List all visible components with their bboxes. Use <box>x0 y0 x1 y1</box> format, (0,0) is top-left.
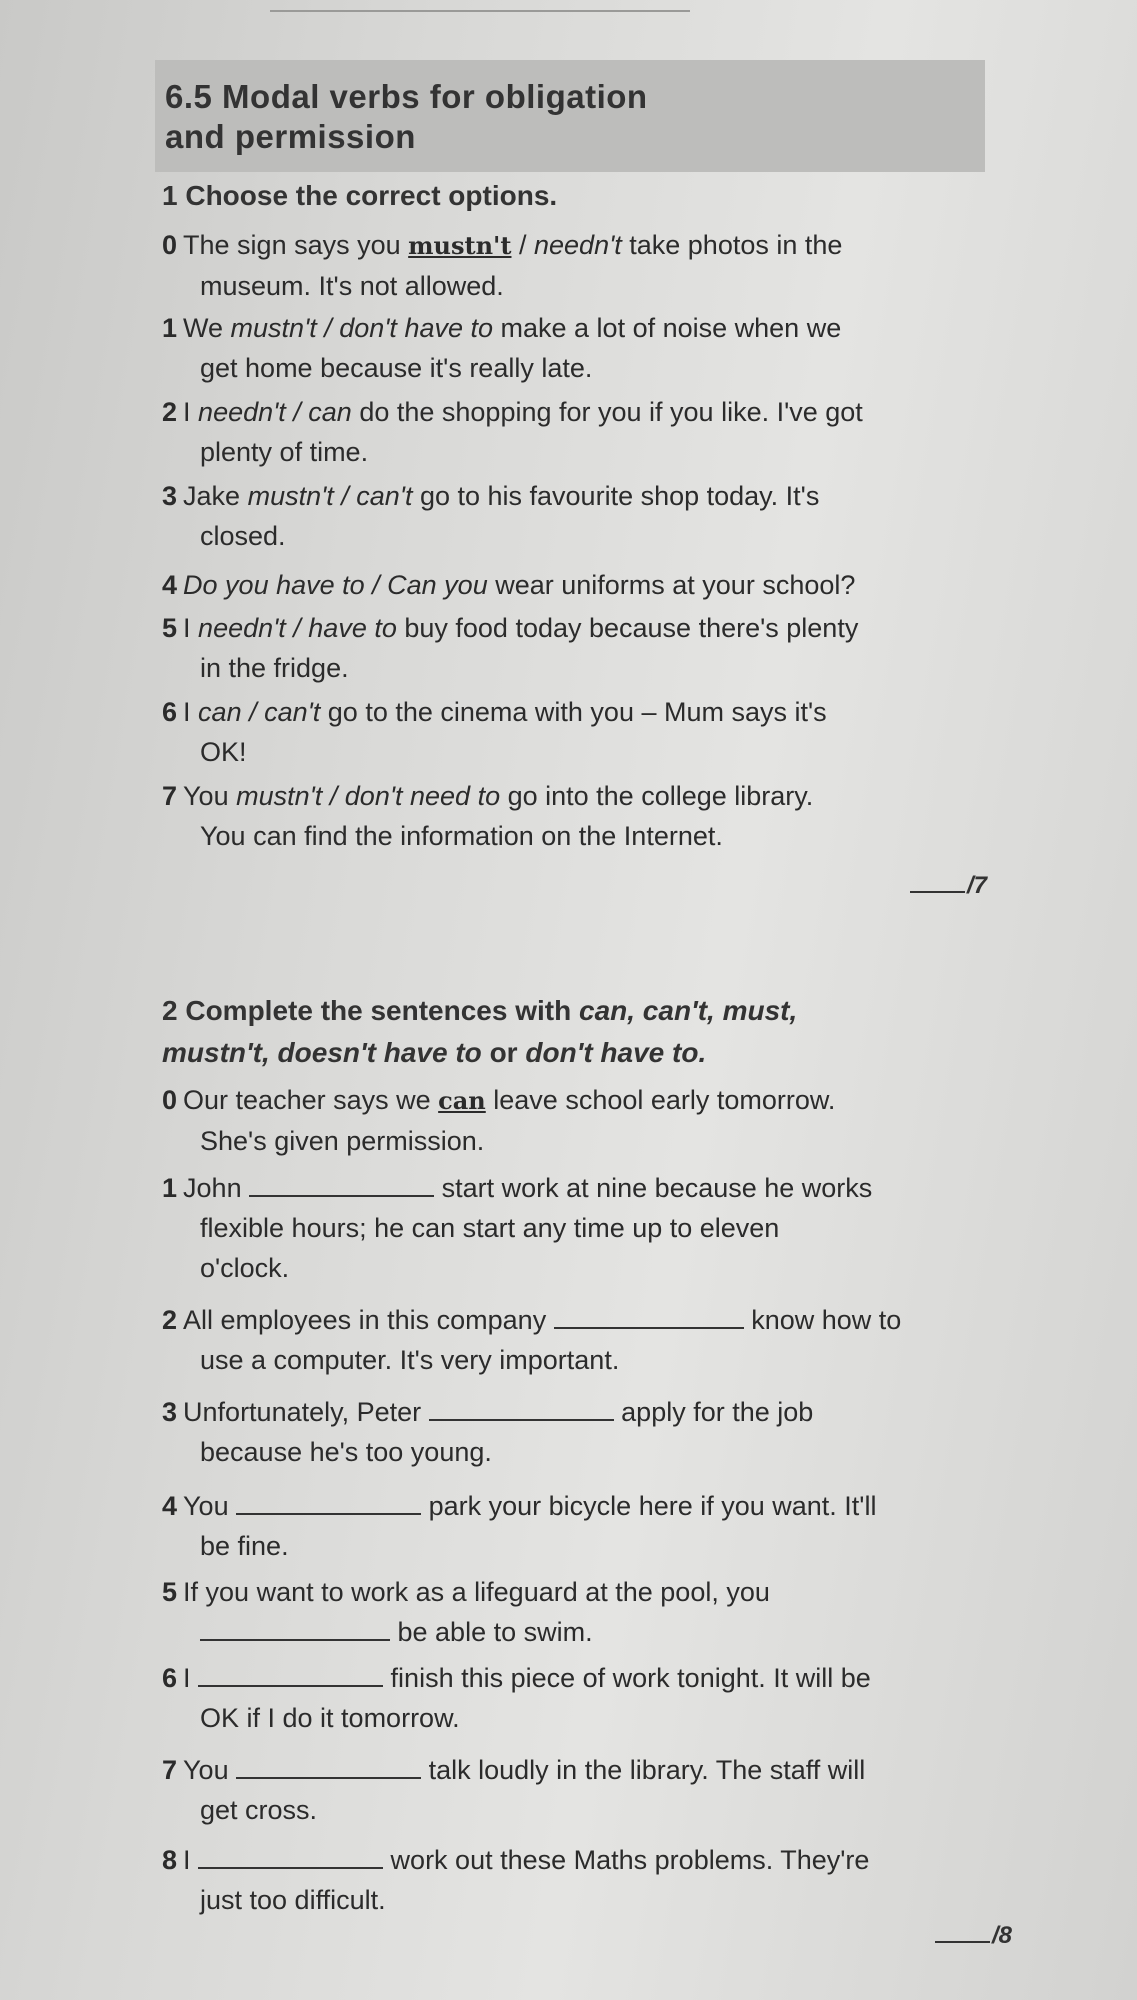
ex1-item-4: 4 Do you have to / Can you wear uniforms at your school? <box>162 570 856 600</box>
section-header <box>155 60 985 172</box>
header-line-2: and permission <box>165 118 416 155</box>
ex2-blank-8[interactable] <box>198 1841 383 1869</box>
ex2-score: /8 <box>935 1922 1012 1950</box>
ex1-score: /7 <box>910 872 987 900</box>
ex2-blank-4[interactable] <box>236 1487 421 1515</box>
ex2-item-2: 2 All employees in this company know how to use a computer. It's very important. <box>162 1300 1002 1380</box>
ex1-item-1: 1 We mustn't / don't have to make a lot of noise when we get home because it's really late. <box>162 313 842 383</box>
ex1-item-0: 0 The sign says you mustn't / needn't take photos in the museum. It's not allowed. <box>162 230 843 301</box>
header-line-1: 6.5 Modal verbs for obligation <box>165 78 648 115</box>
ex1-item-7: 7 You mustn't / don't need to go into the college library. You can find the information on the Internet. <box>162 781 814 851</box>
ex2-item-3: 3 Unfortunately, Peter apply for the job because he's too young. <box>162 1392 1002 1472</box>
ex2-blank-3[interactable] <box>429 1393 614 1421</box>
ex1-item-6: 6 I can / can't go to the cinema with you – Mum says it's OK! <box>162 697 827 767</box>
top-rule <box>270 10 690 12</box>
ex2-item-7: 7 You talk loudly in the library. The staff will get cross. <box>162 1750 1002 1830</box>
ex2-item-1: 1 John start work at nine because he works flexible hours; he can start any time up to eleven o'clock. <box>162 1168 1002 1288</box>
ex2-item-4: 4 You park your bicycle here if you want. It'll be fine. <box>162 1486 1002 1566</box>
ex2-blank-1[interactable] <box>249 1169 434 1197</box>
ex2-item-6: 6 I finish this piece of work tonight. It will be OK if I do it tomorrow. <box>162 1658 1002 1738</box>
ex1-title: 1 Choose the correct options. <box>162 180 558 211</box>
ex2-blank-7[interactable] <box>236 1751 421 1779</box>
ex2-title: 2 Complete the sentences with can, can't, must, mustn't, doesn't have to or don't have to. <box>162 995 798 1068</box>
ex2-blank-5[interactable] <box>200 1613 390 1641</box>
ex2-item-5: 5 If you want to work as a lifeguard at the pool, you be able to swim. <box>162 1577 770 1647</box>
ex1-item-2: 2 I needn't / can do the shopping for you if you like. I've got plenty of time. <box>162 397 863 467</box>
score-blank <box>910 891 965 893</box>
ex1-item-3: 3 Jake mustn't / can't go to his favourite shop today. It's closed. <box>162 481 820 551</box>
ex1-item-5: 5 I needn't / have to buy food today because there's plenty in the fridge. <box>162 613 859 683</box>
ex2-item-0: 0 Our teacher says we can leave school early tomorrow. She's given permission. <box>162 1085 836 1156</box>
ex2-blank-6[interactable] <box>198 1659 383 1687</box>
score-blank <box>935 1941 990 1943</box>
ex2-blank-2[interactable] <box>554 1301 744 1329</box>
ex2-item-8: 8 I work out these Maths problems. They're just too difficult. <box>162 1840 1002 1920</box>
